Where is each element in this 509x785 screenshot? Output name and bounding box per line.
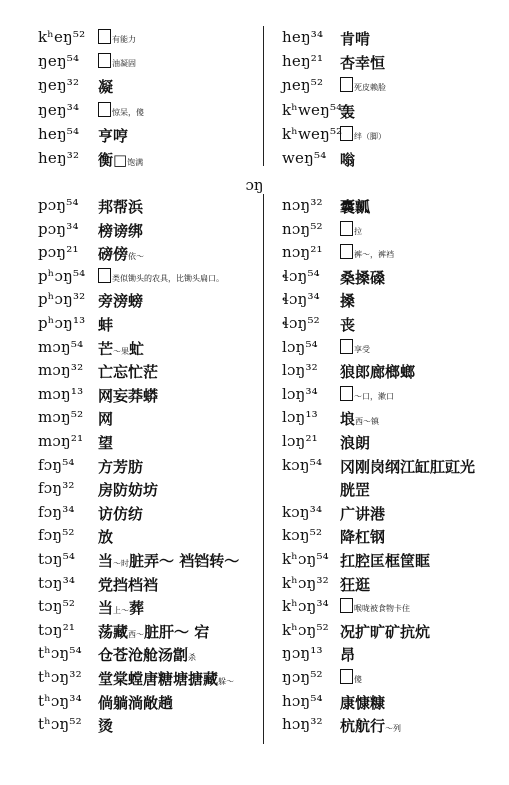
usage-note: 油凝固 (112, 59, 136, 69)
character-group (98, 243, 144, 264)
character-group (340, 290, 355, 311)
missing-character-box (98, 53, 111, 68)
ipa-syllable: tɔŋ³⁴ (38, 573, 76, 592)
ipa-syllable: lɔŋ³² (282, 361, 318, 380)
ipa-syllable: mɔŋ²¹ (38, 432, 84, 450)
ipa-syllable: ŋeŋ⁵⁴ (38, 52, 80, 71)
missing-character-box (340, 244, 353, 259)
character-group (98, 76, 113, 97)
character-group (340, 361, 415, 382)
character-group (98, 408, 113, 429)
ipa-syllable: tɔŋ²¹ (38, 620, 76, 639)
usage-note: 类似锄头的农具，比锄头扁口。 (112, 273, 224, 283)
character-group (340, 550, 430, 571)
ipa-syllable: mɔŋ³² (38, 361, 84, 380)
usage-note: ～口，漱口 (354, 391, 394, 401)
characters: 搡 (340, 292, 356, 311)
characters: 埌 (340, 410, 356, 429)
character-group (98, 196, 143, 217)
character-group (98, 597, 144, 618)
character-group (340, 715, 401, 736)
character-group (98, 385, 158, 406)
character-group (340, 338, 370, 356)
characters: 胱罡 (340, 481, 371, 500)
usage-note: ～时 (113, 559, 130, 568)
character-group (98, 621, 209, 642)
character-group (98, 338, 144, 359)
section-title: ɔŋ (245, 176, 264, 194)
characters: 堂棠螳唐糖塘搪藏 (98, 670, 219, 688)
characters: 桑搡磉 (340, 268, 386, 287)
characters: 扛腔匡框筐眶 (340, 552, 431, 570)
ipa-syllable: heŋ⁵⁴ (38, 124, 80, 143)
character-group (98, 101, 144, 119)
ipa-syllable: tʰɔŋ³⁴ (38, 691, 82, 710)
character-group (98, 432, 113, 453)
ipa-syllable: lɔŋ³⁴ (282, 384, 318, 403)
usage-note: 西～镇 (355, 417, 380, 427)
characters: 浪朗 (340, 434, 371, 452)
characters: 当 (98, 552, 114, 570)
characters-extra: 虻 (129, 339, 145, 358)
characters: 访仿纺 (98, 504, 144, 523)
usage-note: 享受 (354, 344, 370, 354)
characters: 狼郎廊榔螂 (340, 363, 416, 382)
character-group (340, 243, 394, 261)
character-group (98, 267, 224, 285)
missing-character-box (98, 29, 111, 44)
ipa-syllable: nɔŋ²¹ (282, 243, 323, 262)
ipa-syllable: kɔŋ⁵⁴ (282, 455, 323, 474)
character-group (340, 503, 385, 524)
characters: 衡□ (98, 151, 128, 169)
characters: 杏幸恒 (340, 54, 386, 73)
characters: 降杠钢 (340, 528, 386, 547)
missing-character-box (98, 102, 111, 117)
characters: 房防妨坊 (98, 481, 159, 500)
character-group (98, 456, 143, 477)
missing-character-box (340, 598, 353, 613)
ipa-syllable: ŋɔŋ¹³ (282, 644, 323, 663)
missing-character-box (340, 339, 353, 354)
ipa-syllable: tʰɔŋ⁵² (38, 715, 82, 734)
ipa-syllable: ŋeŋ³⁴ (38, 100, 80, 119)
characters: 昂 (340, 646, 356, 665)
ipa-syllable: pʰɔŋ¹³ (38, 314, 86, 332)
ipa-syllable: nɔŋ³² (282, 196, 323, 214)
ipa-syllable: lɔŋ²¹ (282, 432, 318, 450)
ipa-syllable: pʰɔŋ³² (38, 290, 86, 309)
character-group (98, 692, 173, 713)
missing-character-box (340, 386, 353, 401)
character-group (98, 715, 113, 736)
characters: 康慷糠 (340, 693, 386, 712)
ipa-syllable: heŋ²¹ (282, 52, 324, 71)
usage-note: 死皮赖脸 (354, 83, 386, 93)
character-group (98, 220, 143, 241)
ipa-syllable: tʰɔŋ⁵⁴ (38, 644, 82, 663)
characters: 邦帮浜 (98, 198, 144, 216)
characters: 党挡档裆 (98, 575, 159, 594)
characters: 丧 (340, 316, 356, 334)
usage-note: 傻 (354, 675, 362, 684)
characters: 囊瓤 (340, 198, 371, 216)
usage-note: 拉 (354, 226, 362, 236)
characters: 仓苍沧舱汤劏 (98, 646, 189, 665)
ipa-syllable: fɔŋ³⁴ (38, 502, 75, 521)
ipa-syllable: kʰɔŋ³² (282, 573, 329, 592)
ipa-syllable: mɔŋ¹³ (38, 384, 84, 403)
ipa-syllable: pɔŋ³⁴ (38, 219, 79, 238)
ipa-syllable: ɬɔŋ³⁴ (282, 290, 320, 309)
character-group (340, 432, 370, 453)
character-group (340, 28, 370, 49)
character-group (340, 408, 379, 429)
usage-note: 喉咙被食物卡住 (354, 604, 410, 614)
character-group (98, 479, 158, 500)
usage-note: 上～ (113, 606, 130, 616)
ipa-syllable: ɲeŋ⁵² (282, 76, 324, 95)
ipa-syllable: fɔŋ⁵⁴ (38, 455, 75, 474)
usage-note: 杀 (188, 653, 197, 663)
character-group (98, 361, 158, 382)
characters: 广讲港 (340, 504, 386, 523)
characters: 当 (98, 599, 114, 618)
character-group (98, 52, 136, 70)
characters: 嗡 (340, 151, 356, 169)
ipa-syllable: heŋ³⁴ (282, 28, 324, 46)
ipa-syllable: mɔŋ⁵⁴ (38, 337, 84, 356)
ipa-syllable: hɔŋ³² (282, 715, 323, 734)
usage-note: 绊（脚） (354, 131, 386, 141)
characters: 望 (98, 434, 114, 452)
usage-note: 惊呆，傻 (112, 107, 144, 117)
ipa-syllable: kʰɔŋ⁵² (282, 620, 329, 639)
character-group (98, 668, 234, 689)
characters-extra: 脏弄～ 裆铛转～ (129, 552, 240, 570)
ipa-syllable: kʰɔŋ³⁴ (282, 597, 329, 616)
character-group (340, 668, 362, 686)
character-group (340, 526, 385, 547)
character-group (98, 574, 158, 595)
characters: 放 (98, 528, 114, 547)
characters: 况扩旷矿抗炕 (340, 622, 431, 641)
ipa-syllable: pɔŋ²¹ (38, 243, 79, 262)
characters: 方芳肪 (98, 457, 144, 476)
ipa-syllable: heŋ³² (38, 149, 80, 167)
ipa-syllable: pʰɔŋ⁵⁴ (38, 266, 86, 285)
usage-note: ～果 (113, 346, 130, 356)
ipa-syllable: fɔŋ³² (38, 479, 75, 498)
usage-note: 西～ (128, 629, 145, 639)
character-group (340, 621, 430, 642)
character-group (98, 550, 239, 571)
ipa-syllable: tɔŋ⁵⁴ (38, 550, 76, 568)
ipa-syllable: lɔŋ¹³ (282, 408, 318, 427)
characters: 肯啃 (340, 30, 371, 48)
ipa-syllable: pɔŋ⁵⁴ (38, 196, 79, 214)
missing-character-box (340, 221, 353, 236)
ipa-syllable: kʰɔŋ⁵⁴ (282, 550, 329, 568)
characters: 亨哼 (98, 126, 129, 145)
character-group (340, 196, 370, 217)
characters: 凝 (98, 78, 114, 97)
ipa-syllable: kɔŋ⁵² (282, 526, 323, 545)
ipa-syllable: ɬɔŋ⁵⁴ (282, 266, 320, 285)
ipa-syllable: hɔŋ⁵⁴ (282, 691, 323, 710)
characters: 杭航行 (340, 717, 386, 736)
usage-note: 有能力 (112, 35, 136, 44)
ipa-syllable: tɔŋ⁵² (38, 597, 76, 616)
character-group (98, 644, 196, 665)
characters: 轰 (340, 102, 356, 121)
missing-character-box (98, 268, 111, 283)
ipa-syllable: nɔŋ⁵² (282, 219, 323, 238)
character-group (340, 101, 355, 122)
ipa-syllable: fɔŋ⁵² (38, 526, 75, 545)
missing-character-box (340, 77, 353, 92)
characters: 磅傍 (98, 245, 129, 264)
characters: 芒 (98, 339, 114, 358)
character-group (340, 644, 355, 665)
ipa-syllable: kʰweŋ⁵⁴ (282, 100, 343, 119)
character-group (340, 597, 410, 615)
characters: 亡忘忙茫 (98, 363, 159, 382)
usage-note: 饱满 (127, 158, 144, 167)
usage-note: 躲～ (218, 677, 235, 686)
character-group (98, 149, 143, 170)
character-group (340, 456, 475, 477)
ipa-syllable: weŋ⁵⁴ (282, 149, 327, 167)
character-group (340, 220, 362, 238)
ipa-syllable: kʰweŋ⁵² (282, 124, 343, 143)
character-group (98, 503, 143, 524)
ipa-syllable: ɬɔŋ⁵² (282, 314, 320, 332)
character-group (340, 314, 355, 335)
characters-extra: 葬 (129, 599, 145, 618)
usage-note: 裤～，裤裆 (354, 250, 394, 260)
character-group (340, 479, 370, 500)
character-group (340, 267, 385, 288)
characters: 蚌 (98, 316, 114, 334)
ipa-syllable: tʰɔŋ³² (38, 668, 82, 686)
character-group (98, 290, 143, 311)
characters: 旁滂螃 (98, 292, 144, 311)
characters: 冈刚岗纲江缸肛豇光 (340, 457, 476, 476)
usage-note: 依～ (128, 252, 145, 262)
character-group (98, 314, 113, 335)
character-group (340, 149, 355, 170)
character-group (340, 125, 386, 143)
ipa-syllable: kʰeŋ⁵² (38, 28, 86, 46)
characters: 网 (98, 410, 114, 429)
characters: 网妄莽蟒 (98, 386, 159, 405)
column-divider-bottom (263, 194, 264, 744)
ipa-syllable: ŋɔŋ⁵² (282, 668, 323, 686)
ipa-syllable: lɔŋ⁵⁴ (282, 337, 318, 356)
usage-note: ～列 (385, 724, 402, 734)
ipa-syllable: mɔŋ⁵² (38, 408, 84, 427)
column-divider-top (263, 26, 264, 166)
character-group (98, 28, 136, 46)
characters: 狂逛 (340, 575, 371, 594)
ipa-syllable: kɔŋ³⁴ (282, 502, 323, 521)
characters: 倘躺淌敞趟 (98, 693, 174, 712)
missing-character-box (340, 669, 353, 684)
ipa-syllable: ŋeŋ³² (38, 76, 80, 95)
characters: 榜谤绑 (98, 221, 144, 240)
character-group (340, 76, 386, 94)
characters: 烫 (98, 717, 114, 736)
characters: 荡藏 (98, 622, 129, 641)
character-group (98, 125, 128, 146)
characters-extra: 脏肝～ 宕 (144, 622, 210, 641)
character-group (340, 385, 394, 403)
missing-character-box (340, 126, 353, 141)
character-group (98, 526, 113, 547)
character-group (340, 574, 370, 595)
character-group (340, 692, 385, 713)
character-group (340, 52, 385, 73)
